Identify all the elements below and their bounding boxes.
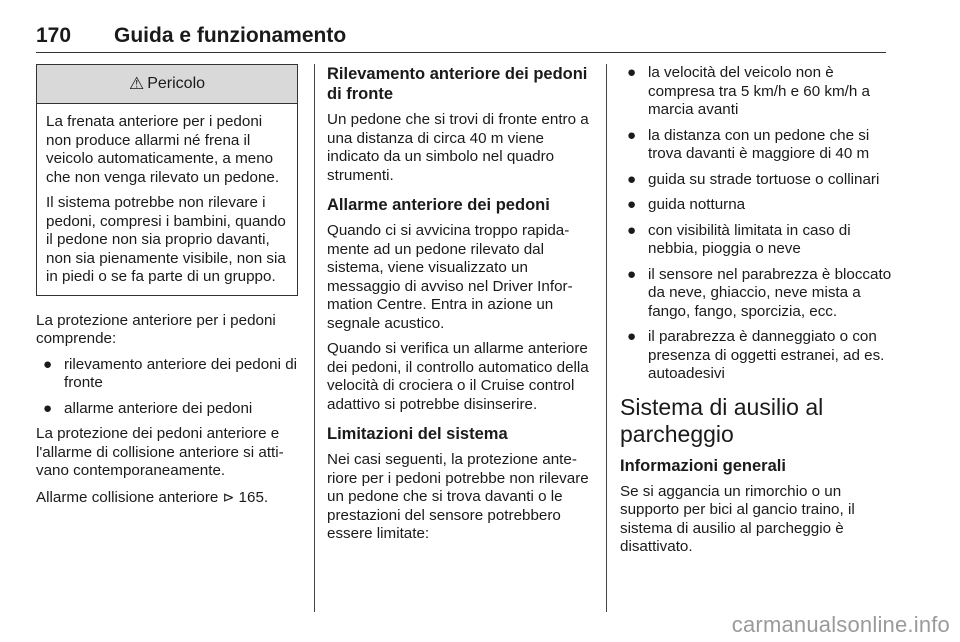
column-middle (327, 64, 591, 551)
bullet-icon: ● (627, 170, 637, 188)
warning-title: Pericolo (147, 74, 206, 92)
bullet-list (620, 64, 892, 384)
body-paragraph: Un pedone che si trovi di fronte entro a una distanza di circa 40 m viene indicato da un simbolo nel quadro strumenti. (327, 111, 589, 184)
list-item: ● la distanza con un pedone che si trova davanti è maggiore di 40 m (627, 126, 870, 162)
column-right (620, 64, 892, 564)
list-item: ● con visibilità limitata in caso di nebbia, pioggia o neve (627, 221, 851, 257)
list-item: ● guida su strade tortuose o collinari (627, 170, 880, 188)
list-item: ● guida notturna (627, 196, 746, 213)
column-divider (606, 64, 607, 612)
section-heading: Informazioni generali (620, 456, 786, 475)
list-item: ● rilevamento anteriore dei pedoni di fronte (43, 355, 298, 391)
bullet-icon: ● (627, 196, 637, 213)
page-header (36, 22, 886, 53)
column-left (36, 64, 298, 514)
section-heading: Limitazioni del sistema (327, 425, 508, 443)
watermark: carmanualsonline.info (731, 612, 950, 637)
bullet-list (36, 356, 298, 419)
warning-paragraph: La frenata anteriore per i pedoni non produce allarmi né frena il veicolo automaticamente, a meno che non venga rilevato un pedone. (46, 113, 280, 186)
column-divider (314, 64, 315, 612)
body-paragraph: Quando ci si avvicina troppo rapidamente ad un pedone rilevato dal sistema, viene visualizzato un messaggio di avviso nel Driver Information Centre. Entra in azione un segnale acustico. (327, 222, 573, 332)
body-paragraph: Quando si verifica un allarme anteriore dei pedoni, il controllo automatico della velocità di crociera o il Cruise control adattivo si potrebbe disinserire. (327, 340, 589, 413)
body-paragraph: La protezione dei pedoni anteriore e l'allarme di collisione anteriore si attivano contemporaneamente. (36, 425, 284, 479)
body-paragraph: La protezione anteriore per i pedoni comprende: (36, 311, 276, 347)
section-heading: Allarme anteriore dei pedoni (327, 196, 550, 214)
bullet-icon: ● (627, 64, 637, 81)
list-item: ● la velocità del veicolo non è compresa tra 5 km/h e 60 km/h a marcia avanti (627, 64, 870, 118)
bullet-icon: ● (43, 355, 53, 373)
chapter-section-heading: Sistema di ausilio al parcheggio (620, 393, 824, 447)
page-ref-arrow-icon: ⊳ (222, 488, 235, 505)
page-number: 170 (36, 24, 72, 47)
warning-body (37, 104, 297, 295)
bullet-icon: ● (627, 328, 637, 345)
section-heading: Rilevamento anteriore dei pedoni di fronte (327, 65, 588, 103)
bullet-icon: ● (627, 126, 637, 144)
reference-page-link[interactable]: 165. (238, 488, 269, 506)
list-item: ● allarme anteriore dei pedoni (43, 399, 253, 417)
cross-reference: Allarme collisione anteriore ⊳ 165. (36, 488, 269, 506)
list-item: ● il sensore nel parabrezza è bloccato da neve, ghiaccio, neve mista a fango, fango, sporcizia, ecc. (627, 265, 892, 320)
warning-icon: ⚠ (128, 73, 145, 93)
bullet-icon: ● (627, 221, 637, 239)
chapter-title: Guida e funzionamento (114, 24, 347, 47)
warning-paragraph: Il sistema potrebbe non rilevare i pedoni, compresi i bambini, quando il pedone non sia proprio davanti, non sia pienamente visibile, non sia in piedi o se fa parte di un gruppo. (46, 194, 286, 285)
warning-header (37, 65, 297, 104)
bullet-icon: ● (627, 265, 637, 283)
bullet-icon: ● (43, 399, 53, 417)
body-paragraph: Nei casi seguenti, la protezione anteriore per i pedoni potrebbe non rilevare un pedone che si trova davanti o le prestazioni del sensore potrebbero essere limitate: (327, 451, 589, 542)
list-item: ● il parabrezza è danneggiato o con presenza di oggetti estranei, ad es. autoadesivi (627, 328, 885, 382)
body-paragraph: Se si aggancia un rimorchio o un supporto per bici al gancio traino, il sistema di ausilio al parcheggio è disattivato. (620, 482, 855, 555)
danger-warning-box (36, 64, 298, 296)
